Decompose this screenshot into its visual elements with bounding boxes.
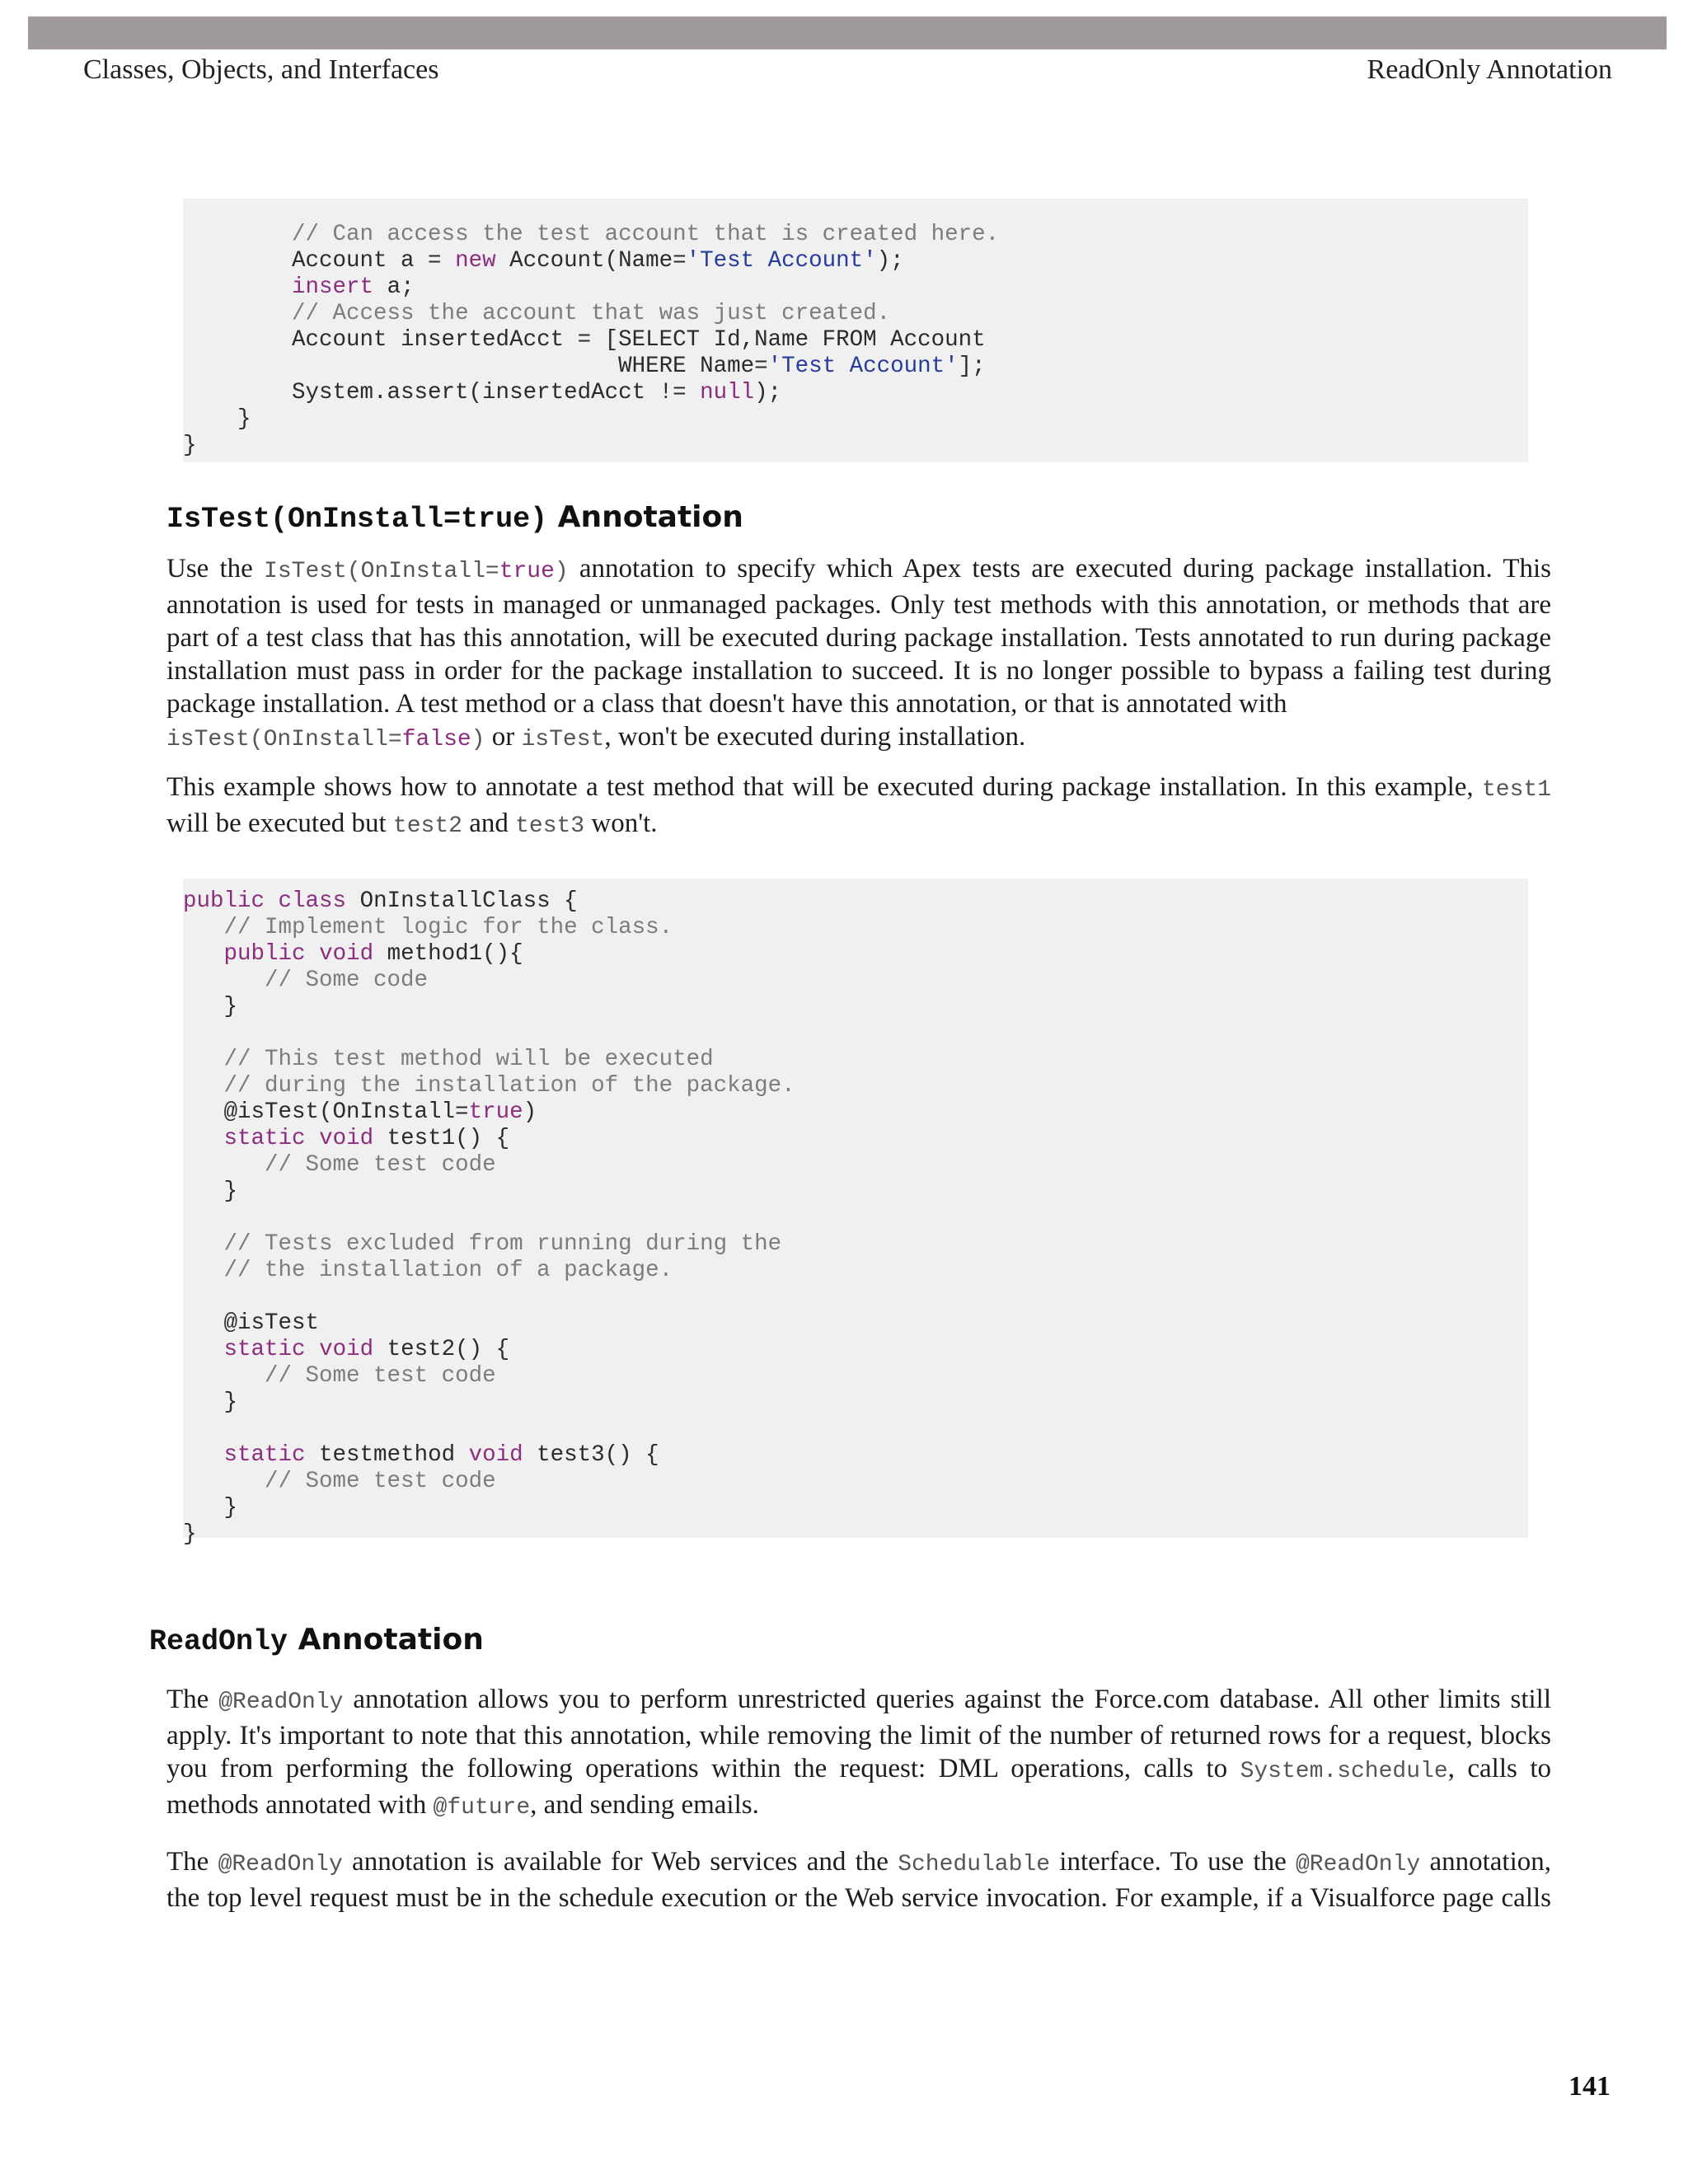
- code-token: public: [223, 941, 306, 967]
- text-line: [166, 687, 1551, 720]
- code-line: [183, 1073, 1528, 1099]
- code-token: testmethod: [305, 1442, 469, 1468]
- code-line: [183, 248, 1528, 274]
- code-token: @isTest: [183, 1310, 320, 1336]
- code-token: Account(Name=: [495, 248, 687, 274]
- text-line: [166, 807, 1551, 843]
- code-token: test3() {: [523, 1442, 659, 1468]
- code-line: [183, 1126, 1528, 1152]
- code-token: // the installation of a package.: [223, 1258, 673, 1283]
- heading-istest-oninstall: [166, 500, 743, 536]
- text-line: [166, 1845, 1551, 1882]
- text-run: annotation is available for Web services and the: [342, 1847, 898, 1877]
- text-line: [166, 1719, 1551, 1752]
- text-run: The: [166, 1685, 219, 1714]
- heading-istest-text: Annotation: [547, 500, 743, 534]
- code-token: static: [223, 1337, 306, 1362]
- heading-readonly: [149, 1623, 484, 1658]
- text-run: methods annotated with: [166, 1790, 434, 1820]
- text-run: , and sending emails.: [530, 1790, 759, 1820]
- text-line: [166, 1882, 1551, 1915]
- text-run: the top level request must be in the schedule execution or the Web service invocation. For example, if a Visualforce page calls: [166, 1883, 1551, 1913]
- text-line: [166, 720, 1551, 757]
- code-token: [183, 1258, 224, 1283]
- code-token: }: [183, 1495, 238, 1521]
- code-token: [183, 1231, 224, 1257]
- code-token: // Access the account that was just created.: [292, 301, 891, 326]
- code-line: [183, 1205, 1528, 1231]
- inline-code: false: [401, 727, 471, 752]
- code-token: insert: [292, 274, 374, 300]
- code-token: }: [183, 406, 251, 432]
- code-token: [183, 1047, 224, 1072]
- code-token: method1(){: [373, 941, 523, 967]
- code-line: [183, 888, 1528, 915]
- inline-code: ): [471, 727, 485, 752]
- text-run: Use the: [166, 554, 265, 583]
- code-line: [183, 1047, 1528, 1073]
- code-token: [265, 888, 279, 914]
- code-token: }: [183, 994, 238, 1019]
- code-token: test1() {: [373, 1126, 510, 1151]
- code-token: [183, 1442, 224, 1468]
- code-token: // Can access the test account that is created here.: [292, 222, 1000, 247]
- code-token: // Some test code: [265, 1363, 496, 1389]
- code-token: [183, 1152, 265, 1178]
- code-line: [183, 1020, 1528, 1047]
- inline-code: isTest: [521, 727, 605, 752]
- code-token: }: [183, 1521, 197, 1547]
- text-line: [166, 654, 1551, 687]
- code-line: [183, 1284, 1528, 1310]
- code-token: void: [319, 941, 374, 967]
- heading-readonly-code: ReadOnly: [149, 1625, 288, 1658]
- text-line: [166, 588, 1551, 621]
- heading-readonly-text: Annotation: [288, 1623, 484, 1657]
- code-line: [183, 354, 1528, 380]
- text-run: won't.: [584, 808, 658, 838]
- code-line: [183, 1442, 1528, 1469]
- inline-code: test3: [515, 813, 585, 839]
- text-run: , calls to: [1447, 1754, 1551, 1783]
- text-run: will be executed but: [166, 808, 393, 838]
- code-token: // Implement logic for the class.: [223, 915, 673, 940]
- code-token: // during the installation of the package.: [223, 1073, 795, 1099]
- code-line: [183, 433, 1528, 459]
- code-token: // Some code: [265, 968, 429, 993]
- code-token: void: [319, 1337, 374, 1362]
- text-run: and: [462, 808, 516, 838]
- code-token: void: [468, 1442, 523, 1468]
- inline-code: test1: [1481, 777, 1551, 803]
- code-token: @isTest(OnInstall=: [183, 1099, 469, 1125]
- code-token: class: [278, 888, 347, 914]
- code-token: new: [455, 248, 496, 274]
- inline-code: IsTest(OnInstall=: [264, 559, 499, 584]
- code-token: WHERE Name=: [183, 354, 768, 379]
- code-token: );: [754, 380, 782, 405]
- text-run: The: [166, 1847, 218, 1877]
- heading-istest-code: IsTest(OnInstall=true): [166, 503, 548, 536]
- code-line: [183, 222, 1528, 248]
- text-run: you from performing the following operations within the request: DML operations, calls to: [166, 1754, 1240, 1783]
- text-run: This example shows how to annotate a test method that will be executed during package installation. In this example,: [166, 772, 1482, 802]
- code-line: [183, 274, 1528, 301]
- code-line: [183, 327, 1528, 354]
- text-run: part of a test class that has this annotation, will be executed during package installation. Tests annotated to run during package: [166, 623, 1551, 653]
- text-line: [166, 771, 1551, 807]
- top-bar: [28, 16, 1667, 49]
- code-line: [183, 301, 1528, 327]
- code-token: }: [183, 1390, 238, 1415]
- code-line: [183, 1231, 1528, 1258]
- code-token: ];: [958, 354, 986, 379]
- code-token: [306, 941, 320, 967]
- text-run: or: [485, 722, 522, 752]
- inline-code: Schedulable: [898, 1852, 1051, 1877]
- code-line: [183, 1469, 1528, 1495]
- code-token: test2() {: [373, 1337, 510, 1362]
- paragraph-istest-example: [166, 771, 1551, 843]
- code-block-oninstallclass: [183, 879, 1528, 1547]
- running-header-section: ReadOnly Annotation: [1367, 54, 1612, 85]
- text-run: annotation to specify which Apex tests are executed during package installation. This: [568, 554, 1551, 583]
- code-block-insert-account: [183, 199, 1528, 462]
- inline-code: isTest(OnInstall=: [166, 727, 402, 752]
- code-token: [183, 968, 265, 993]
- code-token: // Some test code: [265, 1469, 496, 1494]
- code-token: [306, 1126, 320, 1151]
- code-token: [306, 1337, 320, 1362]
- code-token: );: [876, 248, 904, 274]
- code-token: }: [183, 433, 197, 458]
- code-token: Account a =: [183, 248, 456, 274]
- code-line: [183, 1416, 1528, 1442]
- text-line: [166, 1683, 1551, 1719]
- code-token: a;: [373, 274, 415, 300]
- paragraph-istest-description: [166, 552, 1551, 757]
- code-token: [183, 941, 224, 967]
- code-token: true: [468, 1099, 523, 1125]
- code-line: [183, 915, 1528, 941]
- code-token: 'Test Account': [767, 354, 959, 379]
- text-run: interface. To use the: [1050, 1847, 1296, 1877]
- code-token: [183, 915, 224, 940]
- code-line: [183, 1099, 1528, 1126]
- code-line: [183, 1337, 1528, 1363]
- code-line: [183, 406, 1528, 433]
- code-line: [183, 1521, 1528, 1548]
- text-run: annotation,: [1420, 1847, 1551, 1877]
- code-line: [183, 1363, 1528, 1390]
- text-line: [166, 1752, 1551, 1788]
- paragraph-readonly-description: [166, 1683, 1551, 1825]
- inline-code: @ReadOnly: [218, 1690, 344, 1715]
- code-token: System.assert(insertedAcct !=: [183, 380, 701, 405]
- text-run: , won't be executed during installation.: [604, 722, 1026, 752]
- code-line: [183, 1310, 1528, 1337]
- running-header-chapter: Classes, Objects, and Interfaces: [83, 54, 439, 85]
- code-token: // Tests excluded from running during the: [223, 1231, 782, 1257]
- code-token: static: [223, 1126, 306, 1151]
- code-token: // Some test code: [265, 1152, 496, 1178]
- code-token: ): [523, 1099, 537, 1125]
- code-line: [183, 1390, 1528, 1416]
- code-token: 'Test Account': [686, 248, 877, 274]
- code-token: null: [700, 380, 755, 405]
- code-token: [183, 301, 292, 326]
- text-run: annotation is used for tests in managed or unmanaged packages. Only test methods with this annotation, or methods that are: [166, 590, 1551, 620]
- code-line: [183, 1495, 1528, 1521]
- code-token: Account insertedAcct = [SELECT Id,Name FROM Account: [183, 327, 986, 353]
- text-run: apply. It's important to note that this annotation, while removing the limit of the number of returned rows for a request, blocks: [166, 1721, 1551, 1750]
- code-token: [183, 1126, 224, 1151]
- inline-code: @ReadOnly: [218, 1852, 343, 1877]
- code-line: [183, 1179, 1528, 1205]
- inline-code: System.schedule: [1240, 1759, 1448, 1784]
- code-token: // This test method will be executed: [223, 1047, 714, 1072]
- inline-code: @ReadOnly: [1295, 1852, 1421, 1877]
- code-token: [183, 1073, 224, 1099]
- code-token: [183, 1363, 265, 1389]
- text-line: [166, 552, 1551, 588]
- code-line: [183, 380, 1528, 406]
- inline-code: true: [499, 559, 555, 584]
- text-line: [166, 621, 1551, 654]
- inline-code: test2: [392, 813, 462, 839]
- text-run: package installation. A test method or a class that doesn't have this annotation, or that is annotated with: [166, 689, 1287, 719]
- page-number: 141: [1568, 2071, 1611, 2102]
- text-run: annotation allows you to perform unrestricted queries against the Force.com database. All other limits still: [343, 1685, 1551, 1714]
- code-line: [183, 941, 1528, 968]
- text-run: installation must pass in order for the package installation to succeed. It is no longer possible to bypass a failing test during: [166, 656, 1551, 686]
- inline-code: ): [554, 559, 569, 584]
- code-token: OnInstallClass {: [346, 888, 578, 914]
- code-token: public: [183, 888, 265, 914]
- code-line: [183, 994, 1528, 1020]
- code-token: void: [319, 1126, 374, 1151]
- paragraph-readonly-usage: [166, 1845, 1551, 1915]
- text-line: [166, 1788, 1551, 1825]
- code-token: [183, 1469, 265, 1494]
- code-token: static: [223, 1442, 306, 1468]
- code-token: [183, 1337, 224, 1362]
- inline-code: @future: [433, 1795, 531, 1821]
- code-line: [183, 1258, 1528, 1284]
- code-token: }: [183, 1179, 238, 1204]
- code-line: [183, 968, 1528, 994]
- code-token: [183, 274, 292, 300]
- code-token: [183, 222, 292, 247]
- code-line: [183, 1152, 1528, 1179]
